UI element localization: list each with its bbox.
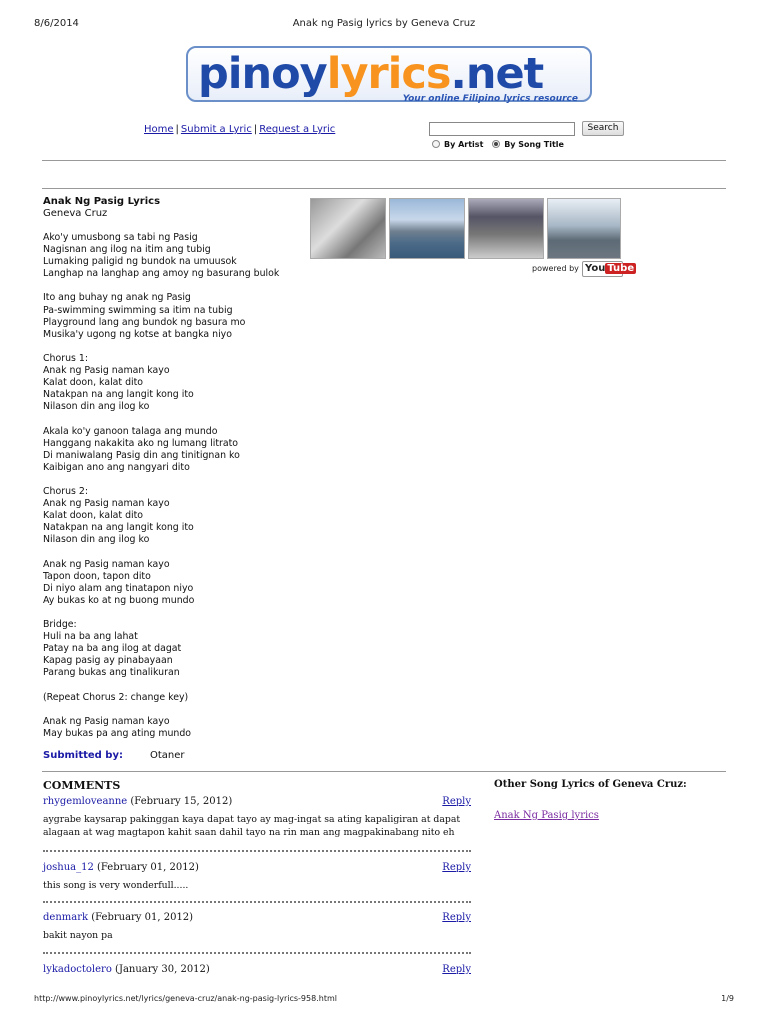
youtube-you: You xyxy=(585,263,606,274)
nav-request-link[interactable]: Request a Lyric xyxy=(259,124,336,135)
comment-text: this song is very wonderfull..... xyxy=(43,880,189,891)
video-thumbnail[interactable] xyxy=(389,198,465,259)
comment-divider xyxy=(43,952,471,954)
video-thumbnail[interactable] xyxy=(468,198,544,259)
comment xyxy=(43,796,471,839)
youtube-logo[interactable] xyxy=(582,261,635,277)
by-artist-radio[interactable] xyxy=(432,140,440,148)
comment xyxy=(43,964,471,975)
song-lyrics: Ako'y umusbong sa tabi ng Pasig Nagisnan ang ilog na itim ang tubig Lumaking paligid ng bundok na umuusok Langhap na langhap ang amoy ng basurang bulok Ito ang buhay ng anak ng Pasig Pa-swimming swimming sa itim na tubig Playground lang ang bundok ng basura mo Musika'y ugong ng kotse at bangka niyo Chorus 1: Anak ng Pasig naman kayo Kalat doon, kalat dito Natakpan na ang langit kong ito Nilason din ang ilog ko Akala ko'y ganoon talaga ang mundo Hanggang nakakita ako ng lumang litrato Di maniwalang Pasig din ang tinitignan ko Kaibigan ano ang nangyari dito Chorus 2: Anak ng Pasig naman kayo Kalat doon, kalat dito Natakpan na ang langit kong ito Nilason din ang ilog ko Anak ng Pasig naman kayo Tapon doon, tapon dito Di niyo alam ang tinatapon niyo Ay bukas ko at ng buong mundo Bridge: Huli na ba ang lahat Patay na ba ang ilog at dagat Kapag pasig ay pinabayaan Parang bukas ang tinalikuran (Repeat Chorus 2: change key) Anak ng Pasig naman kayo May bukas pa ang ating mundo xyxy=(43,232,280,739)
divider xyxy=(42,771,726,772)
comment-date: (February 01, 2012) xyxy=(97,862,199,873)
print-url: http://www.pinoylyrics.net/lyrics/geneva-cruz/anak-ng-pasig-lyrics-958.html xyxy=(34,994,337,1003)
comment xyxy=(43,912,471,942)
comment-divider xyxy=(43,850,471,852)
reply-link[interactable]: Reply xyxy=(442,796,471,807)
reply-link[interactable]: Reply xyxy=(442,862,471,873)
top-nav xyxy=(144,124,335,135)
by-title-option[interactable] xyxy=(492,140,564,149)
comment-user[interactable]: denmark xyxy=(43,912,89,923)
comment-date: (January 30, 2012) xyxy=(115,964,210,975)
print-page-number: 1/9 xyxy=(721,994,734,1003)
powered-by-label: powered by xyxy=(532,264,579,273)
comment-user[interactable]: lykadoctolero xyxy=(43,964,112,975)
comment-text: bakit nayon pa xyxy=(43,930,113,941)
print-header xyxy=(34,18,734,32)
by-title-radio[interactable] xyxy=(492,140,500,148)
reply-link[interactable]: Reply xyxy=(442,912,471,923)
search-options xyxy=(432,140,570,149)
comment-divider xyxy=(43,901,471,903)
site-logo[interactable] xyxy=(186,46,592,108)
reply-link[interactable]: Reply xyxy=(442,964,471,975)
logo-tagline: Your online Filipino lyrics resource xyxy=(402,94,578,104)
divider xyxy=(42,188,726,189)
search-button[interactable]: Search xyxy=(582,121,624,136)
by-artist-label: By Artist xyxy=(444,140,484,149)
other-lyrics-heading: Other Song Lyrics of Geneva Cruz: xyxy=(494,779,687,790)
print-date: 8/6/2014 xyxy=(34,18,79,29)
comment xyxy=(43,862,471,892)
youtube-tube: Tube xyxy=(607,263,635,274)
nav-separator: | xyxy=(253,124,258,135)
comment-date: (February 01, 2012) xyxy=(91,912,194,923)
divider xyxy=(42,160,726,161)
comment-text: aygrabe kaysarap pakinggan kaya dapat tayo ay mag-ingat sa ating kapaligiran at dapat alagaan at wag magtapon kahit saan dahil tayo na rin man ang magpakinabang nito eh xyxy=(43,814,461,838)
comments-heading: COMMENTS xyxy=(43,779,121,792)
by-artist-option[interactable] xyxy=(432,140,483,149)
search-input[interactable] xyxy=(429,122,575,136)
comment-user[interactable]: rhygemloveanne xyxy=(43,796,128,807)
other-lyrics-link[interactable]: Anak Ng Pasig lyrics xyxy=(494,810,599,821)
video-thumbnail[interactable] xyxy=(310,198,386,259)
submitted-by-label: Submitted by: xyxy=(43,750,123,761)
comment-user[interactable]: joshua_12 xyxy=(43,862,94,873)
logo-text: pinoylyrics.net xyxy=(198,49,544,99)
nav-submit-link[interactable]: Submit a Lyric xyxy=(180,124,252,135)
print-title: Anak ng Pasig lyrics by Geneva Cruz xyxy=(292,18,476,29)
nav-separator: | xyxy=(175,124,179,135)
video-thumbnail[interactable] xyxy=(547,198,621,259)
by-title-label: By Song Title xyxy=(504,140,564,149)
comment-date: (February 15, 2012) xyxy=(130,796,233,807)
song-title: Anak Ng Pasig Lyrics xyxy=(43,196,161,207)
nav-home-link[interactable]: Home xyxy=(144,124,174,135)
submitted-by-user: Otaner xyxy=(150,750,185,761)
song-artist: Geneva Cruz xyxy=(43,208,108,219)
